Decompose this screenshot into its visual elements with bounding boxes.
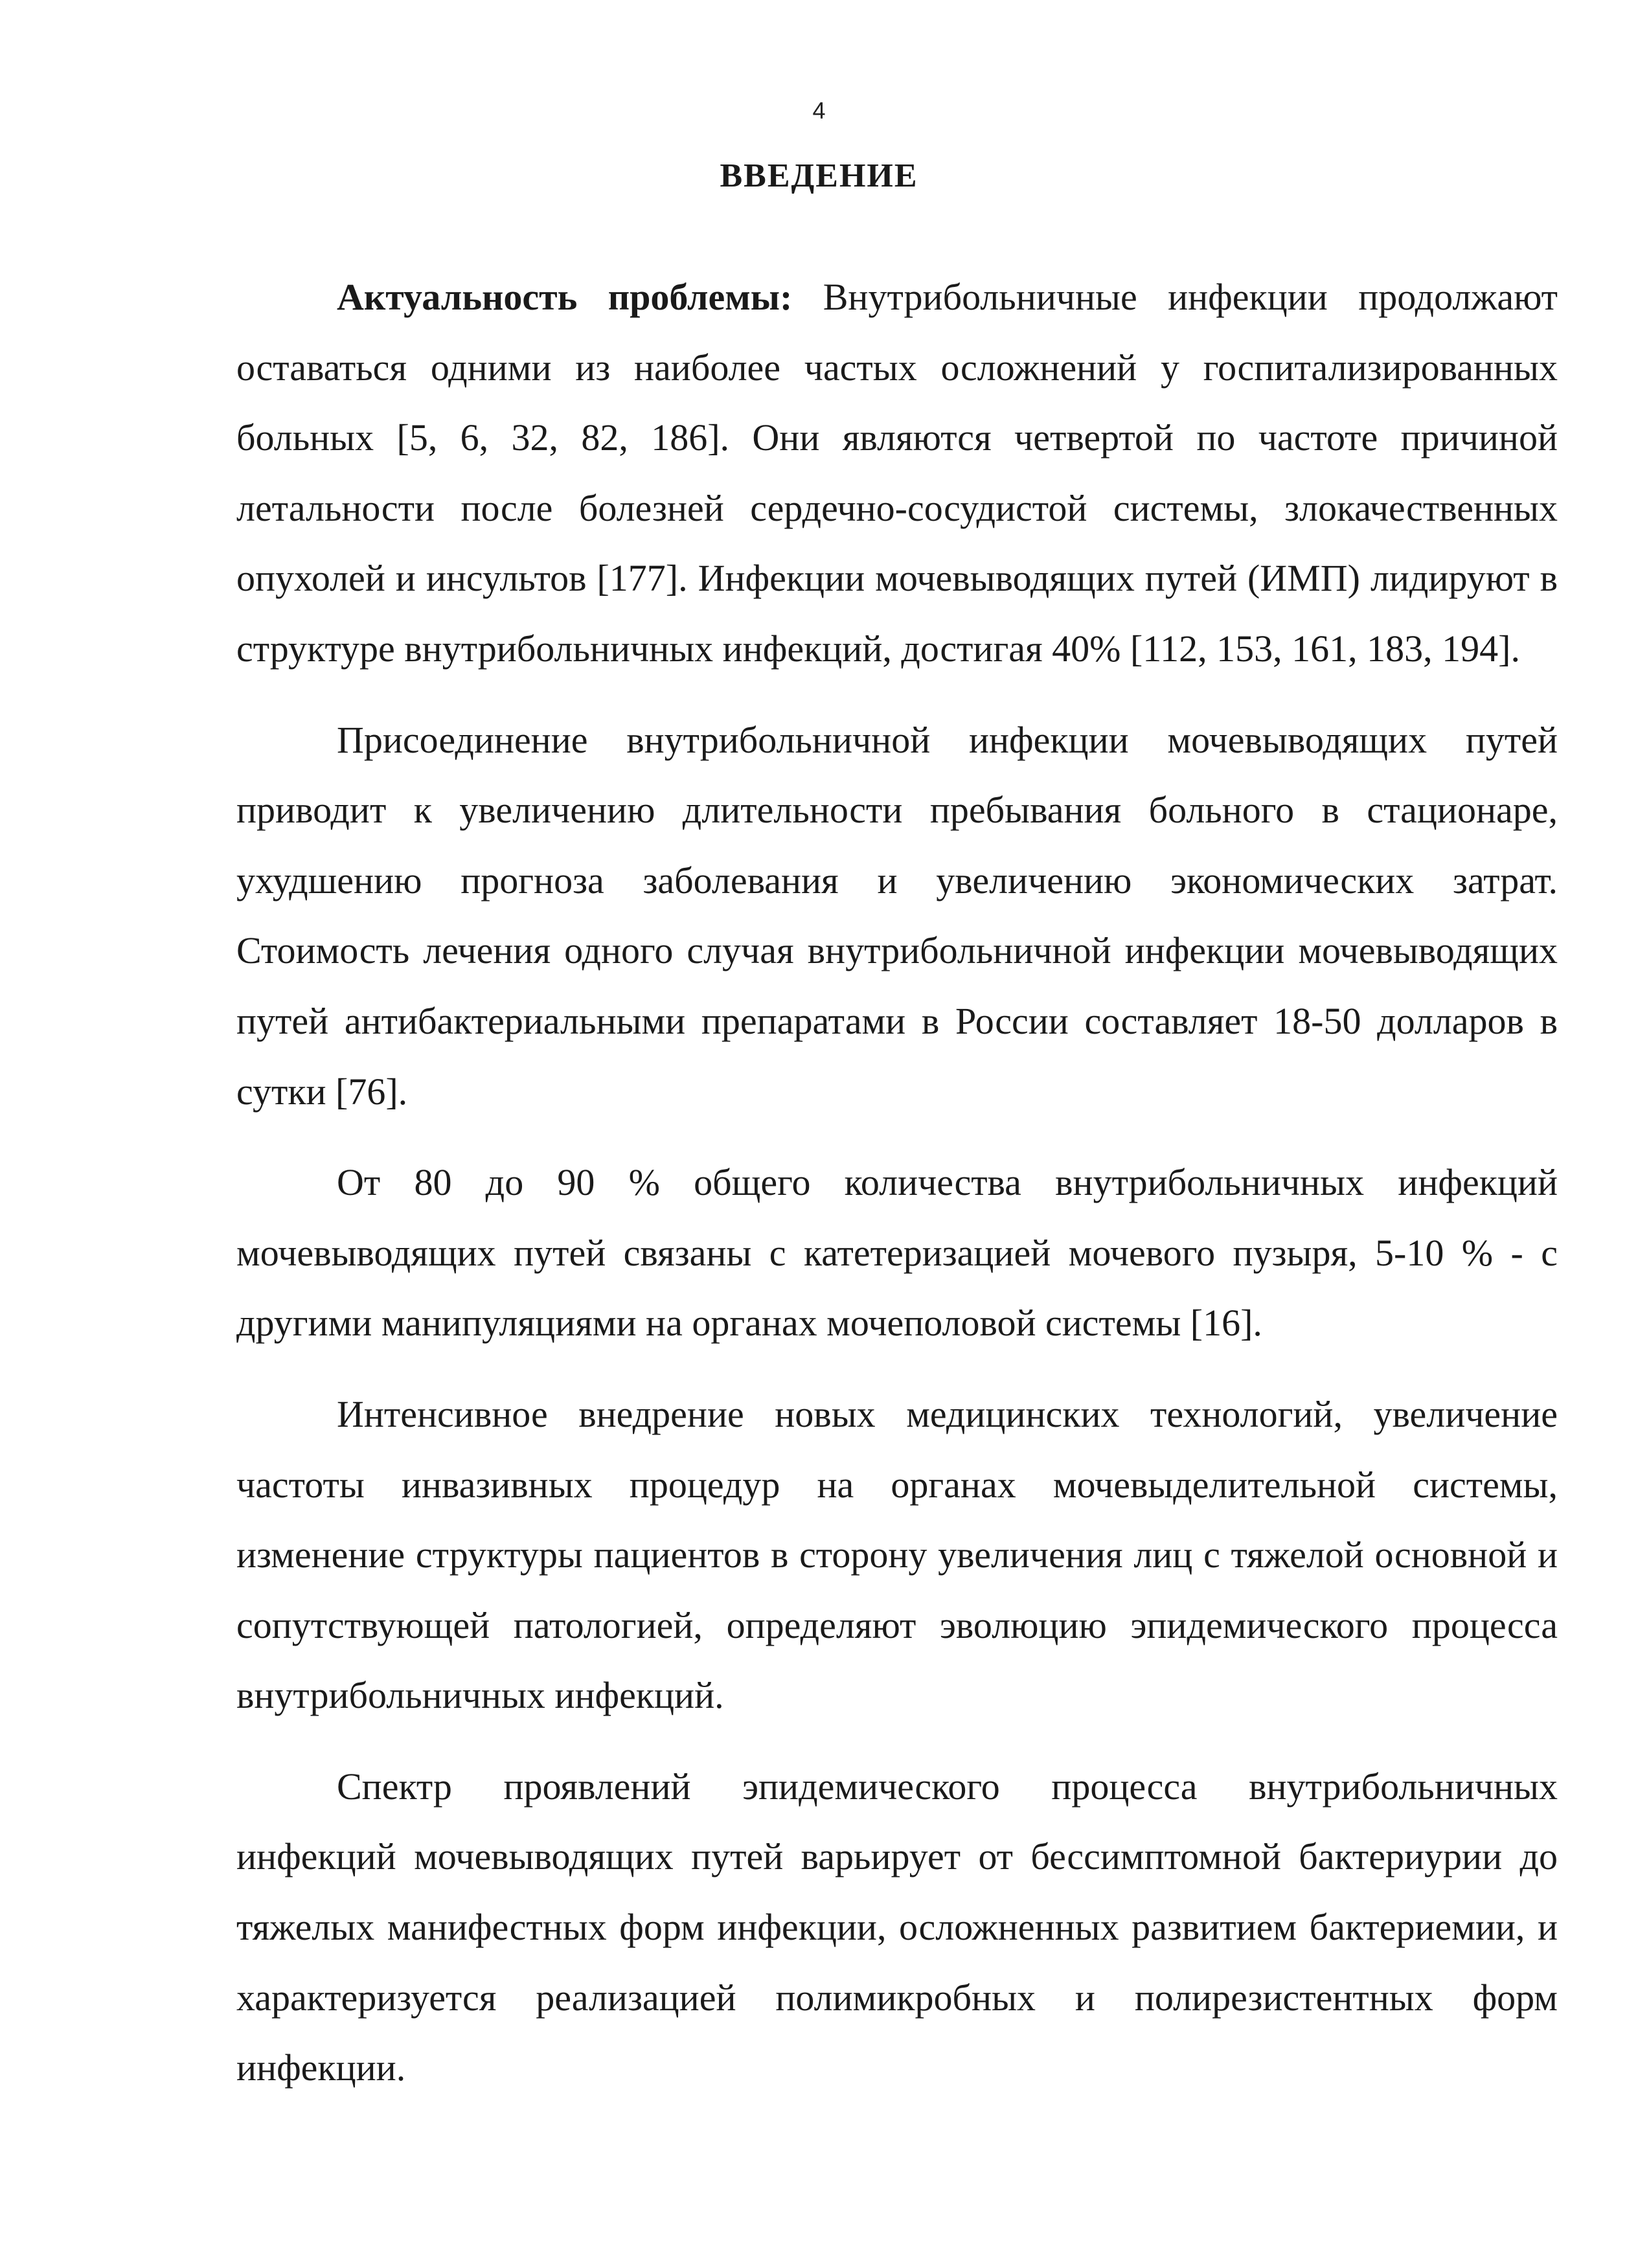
paragraph-lead: Актуальность проблемы: bbox=[337, 276, 793, 318]
body-text bbox=[236, 262, 1558, 2124]
paragraph: Присоединение внутрибольничной инфекции мочевыводящих путей приводит к увеличению длительности пребывания больного в стационаре, ухудшению прогноза заболевания и увеличению экономических затрат. Стоимость лечения одного случая внутрибольничной инфекции мочевыводящих путей антибактериальными препаратами в России составляет 18-50 долларов в сутки [76]. bbox=[236, 718, 1558, 1113]
paragraph: От 80 до 90 % общего количества внутрибольничных инфекций мочевыводящих путей связаны с катетеризацией мочевого пузыря, 5-10 % - с другими манипуляциями на органах мочеполовой системы [16]. bbox=[236, 1161, 1558, 1344]
section-title: ВВЕДЕНИЕ bbox=[720, 157, 918, 194]
paragraph: Спектр проявлений эпидемического процесса внутрибольничных инфекций мочевыводящих путей варьирует от бессимптомной бактериурии до тяжелых манифестных форм инфекции, осложненных развитием бактериемии, и характеризуется реализацией полимикробных и полирезистентных форм инфекции. bbox=[236, 1765, 1558, 2089]
paragraph-text: Внутрибольничные инфекции продолжают оставаться одними из наиболее частых осложнений у госпитализированных больных [5, 6, 32, 82, 186]. Они являются четвертой по частоте причиной летальности после болезней сердечно-сосудистой системы, злокачественных опухолей и инсультов [177]. Инфекции мочевыводящих путей (ИМП) лидируют в структуре внутрибольничных инфекций, достигая 40% [112, 153, 161, 183, 194]. bbox=[236, 276, 1558, 670]
paragraph-relevance bbox=[236, 262, 1558, 685]
page-number: 4 bbox=[812, 97, 826, 124]
paragraph: Интенсивное внедрение новых медицинских технологий, увеличение частоты инвазивных процедур на органах мочевыделительной системы, изменение структуры пациентов в сторону увеличения лиц с тяжелой основной и сопутствующей патологией, определяют эволюцию эпидемического процесса внутрибольничных инфекций. bbox=[236, 1392, 1558, 1717]
